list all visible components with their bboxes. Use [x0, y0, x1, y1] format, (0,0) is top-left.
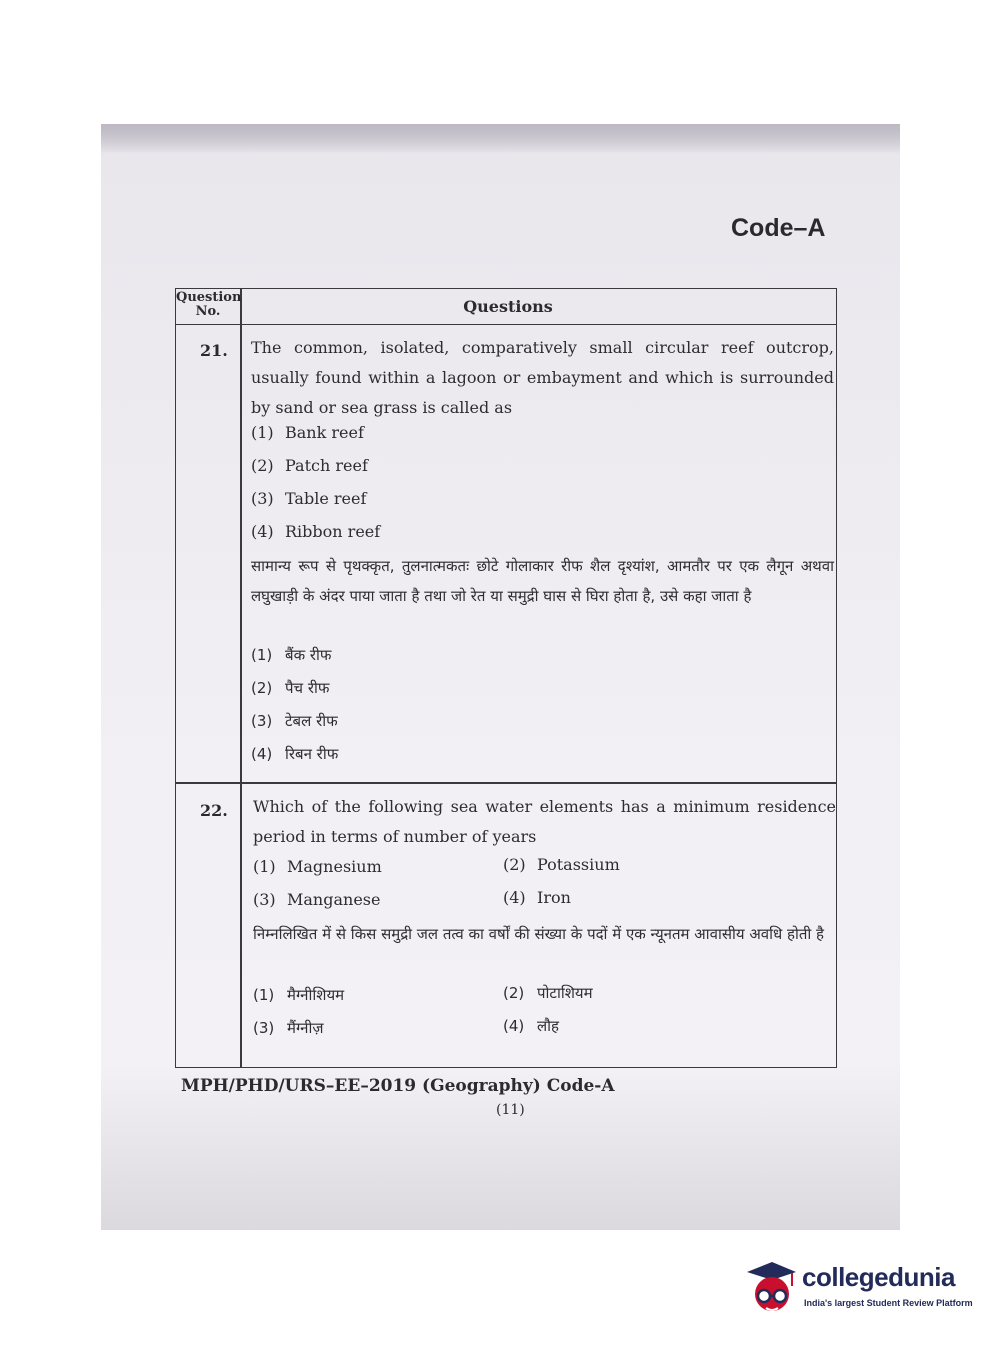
q21-option-1-en: (1) Bank reef [251, 423, 364, 442]
paper-code: Code–A [731, 214, 826, 242]
q21-option-3-hi: (3) टेबल रीफ [251, 712, 338, 730]
header-questions: Questions [463, 297, 553, 316]
question-21-text-en: The common, isolated, comparatively small circular reef outcrop, usually found within a lagoon or embayment and which is surrounded by sand or sea grass is called as [251, 338, 834, 417]
q22-option-1-en: (1) Magnesium [253, 857, 382, 876]
question-22-text-hi: निम्नलिखित में से किस समुद्री जल तत्व का वर्षों की संख्या के पदों में एक न्यूनतम आवासीय अवधि होती है [253, 925, 825, 943]
question-table [175, 288, 837, 1068]
q21-option-4-en: (4) Ribbon reef [251, 522, 381, 541]
question-separator [176, 782, 836, 784]
scanned-page [101, 124, 900, 1230]
q22-option-2-hi: (2) पोटाशियम [503, 984, 593, 1002]
q22-option-2-en: (2) Potassium [503, 855, 620, 874]
page-shadow [101, 124, 900, 154]
mascot-icon [747, 1262, 796, 1311]
q21-option-2-hi: (2) पैच रीफ [251, 679, 330, 697]
q21-option-4-hi: (4) रिबन रीफ [251, 745, 339, 763]
header-question-no: Question No. [176, 290, 242, 319]
q22-option-4-hi: (4) लौह [503, 1017, 560, 1035]
exam-footer: MPH/PHD/URS–EE–2019 (Geography) Code-A [181, 1076, 615, 1096]
question-22-text-en: Which of the following sea water elements has a minimum residence period in terms of number of years [253, 797, 836, 846]
table-header-row [176, 289, 836, 325]
q22-option-4-en: (4) Iron [503, 888, 571, 907]
question-22-number: 22. [200, 801, 228, 820]
column-divider [240, 289, 242, 1067]
q21-option-2-en: (2) Patch reef [251, 456, 368, 475]
brand-tagline: India's largest Student Review Platform [804, 1298, 973, 1308]
q21-option-3-en: (3) Table reef [251, 489, 367, 508]
page-number: (11) [496, 1102, 525, 1118]
brand-name[interactable]: collegedunia [802, 1262, 955, 1292]
q22-option-3-hi: (3) मैंग्नीज़ [253, 1019, 324, 1037]
question-21-text-hi: सामान्य रूप से पृथक्कृत, तुलनात्मकतः छोटे गोलाकार रीफ शैल दृश्यांश, आमतौर पर एक लैगून अथवा लघुखाड़ी के अंदर पाया जाता है तथा जो रेत या समुद्री घास से घिरा होता है, उसे कहा जाता है [251, 557, 834, 605]
q22-option-3-en: (3) Manganese [253, 890, 381, 909]
question-21-number: 21. [200, 341, 228, 360]
q22-option-1-hi: (1) मैग्नीशियम [253, 986, 345, 1004]
q21-option-1-hi: (1) बैंक रीफ [251, 646, 332, 664]
